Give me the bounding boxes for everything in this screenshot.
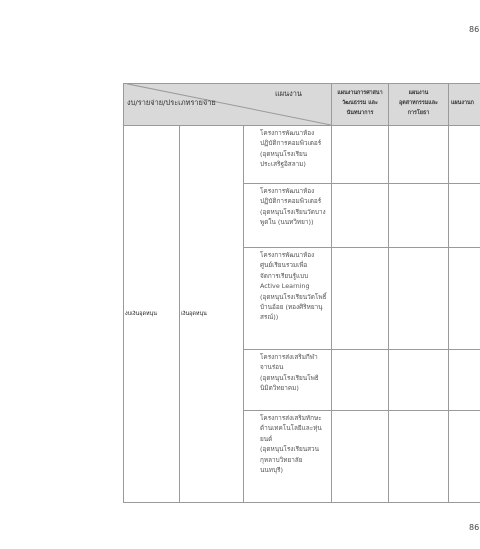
project-cell-3: โครงการพัฒนาห้อง ศูนย์เรียนรวมเพื่อ จัดการเรียนรู้แบบ Active Learning (อุดหนุนโรงเรียนวัดโพธิ์ บ้านอ้อย (ทองศิริหยานุ สรณ์)) [260,251,327,322]
row-divider-2 [243,247,480,248]
header-plan-label: แผนงาน [275,89,302,98]
project-cell-2: โครงการพัฒนาห้อง ปฏิบัติการคอมพิวเตอร์ (อุดหนุนโรงเรียนวัดบาง พูดใน (นนทวิทยา)) [260,187,326,227]
row-divider-1 [243,183,480,184]
project-cell-4: โครงการส่งเสริมกีฬา จานร่อน (อุดหนุนโรงเรียนโพธิ นิมิตวิทยาคม) [260,353,319,393]
expense-type-label: เงินอุดหนุน [181,311,207,317]
table-border-left [123,83,124,503]
col-divider-1 [179,125,180,503]
table-border-top [123,83,480,84]
header-col-industry-public-works: แผนงาน อุตสาหกรรมและ การโยธา [399,90,438,116]
header-col-truncated: แผนงานก [451,100,474,106]
page-number-top: 86 [469,25,480,34]
col-divider-5 [448,83,449,503]
col-divider-2 [243,125,244,503]
col-divider-3 [331,83,332,503]
col-divider-4 [388,83,389,503]
project-cell-5: โครงการส่งเสริมทักษะ ด้านเทคโนโลยีและหุ่น ยนต์ (อุดหนุนโรงเรียนสวน กุหลาบวิทยาลัย นนทบุรี) [260,414,322,475]
row-divider-3 [243,349,480,350]
page-number-bottom: 86 [469,523,480,532]
table-border-bottom [123,502,480,503]
row-divider-4 [243,410,480,411]
budget-table [123,83,480,503]
budget-type-label: งบเงินอุดหนุน [125,311,157,317]
project-cell-1: โครงการพัฒนาห้อง ปฏิบัติการคอมพิวเตอร์ (อุดหนุนโรงเรียน ประเสริฐอิสลาม) [260,129,322,169]
header-row-label: งบ/รายจ่าย/ประเภทรายจ่าย [127,98,216,107]
header-bottom-line [123,125,480,126]
header-col-religion-culture: แผนงานการศาสนา วัฒนธรรม และ นันทนาการ [337,90,383,116]
